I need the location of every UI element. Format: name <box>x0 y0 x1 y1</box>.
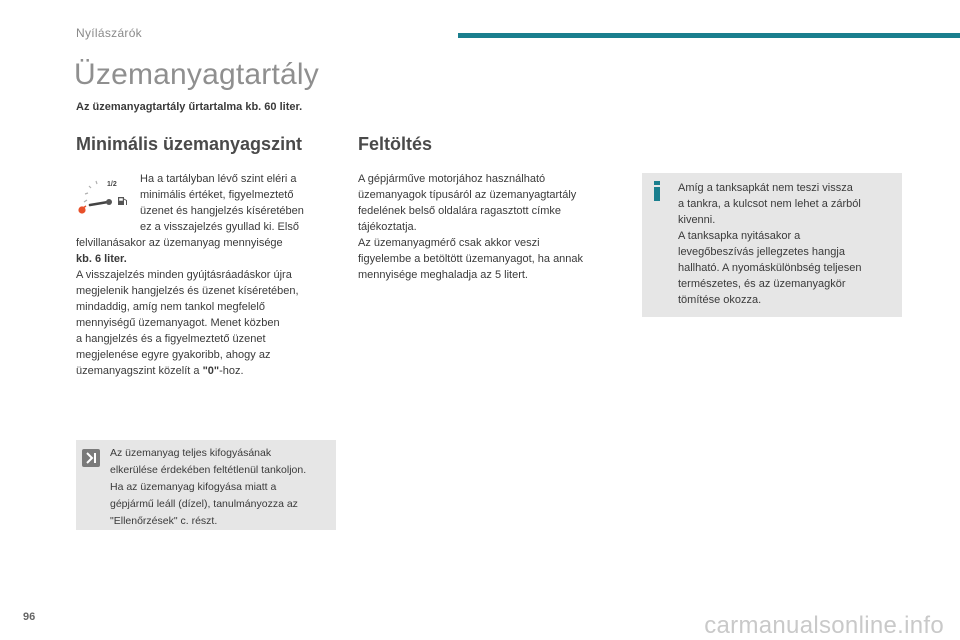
warning-line: elkerülése érdekében feltétlenül tankoljon. <box>110 464 307 476</box>
refuel-line: figyelembe a betöltött üzemanyagot, ha annak <box>358 253 584 265</box>
refuel-line: Az üzemanyagmérő csak akkor veszi <box>358 237 540 249</box>
warning-text <box>110 445 332 530</box>
refuel-line: üzemanyagok típusáról az üzemanyagtartály <box>358 189 577 201</box>
info-line: tömítése okozza. <box>678 294 762 306</box>
refuel-line: mennyisége meghaladja az 5 litert. <box>358 269 528 281</box>
body-last-line <box>76 363 336 379</box>
info-line: A tanksapka nyitásakor a <box>678 230 801 242</box>
last-line-start: üzemanyagszint közelít a <box>76 365 203 377</box>
refuel-body <box>358 171 618 283</box>
min-fuel-body <box>76 235 336 379</box>
body-bold-line: kb. 6 liter. <box>76 253 127 265</box>
body-line: a hangjelzés és a figyelmeztető üzenet <box>76 333 266 345</box>
info-box <box>642 173 902 317</box>
body-line: felvillanásakor az üzemanyag mennyisége <box>76 237 283 249</box>
last-line-end: -hoz. <box>219 365 244 377</box>
info-text <box>678 180 894 308</box>
intro-line: üzenet és hangjelzés kíséretében <box>140 205 304 217</box>
body-line: megjelenik hangjelzés és üzenet kíséretében, <box>76 285 299 297</box>
fuel-gauge-icon <box>76 172 132 216</box>
info-line: hallható. A nyomáskülönbség teljesen <box>678 262 862 274</box>
warning-box <box>76 440 336 530</box>
warning-line: Az üzemanyag teljes kifogyásának <box>110 447 272 459</box>
header-accent-bar <box>458 33 960 38</box>
fuel-pump-icon <box>118 197 127 205</box>
gauge-half-label: 1/2 <box>107 181 117 188</box>
warning-line: gépjármű leáll (dízel), tanulmányozza az <box>110 498 298 510</box>
watermark: carmanualsonline.info <box>704 612 944 639</box>
body-line: megjelenése egyre gyakoribb, ahogy az <box>76 349 271 361</box>
info-line: természetes, és az üzemanyagkör <box>678 278 846 290</box>
body-line: mennyiségű üzemanyagot. Menet közben <box>76 317 280 329</box>
warning-arrow-icon <box>82 449 100 467</box>
last-line-bold: "0" <box>202 365 220 377</box>
body-line: mindaddig, amíg nem tankol megfelelő <box>76 301 265 313</box>
min-fuel-intro <box>140 171 330 235</box>
warning-line: Ha az üzemanyag kifogyása miatt a <box>110 481 277 493</box>
section-label: Nyílászárók <box>76 26 142 40</box>
info-line: levegőbeszívás jellegzetes hangja <box>678 246 845 258</box>
tank-capacity-lead: Az üzemanyagtartály űrtartalma kb. 60 liter. <box>76 101 303 113</box>
warning-line: "Ellenőrzések" c. részt. <box>110 515 218 527</box>
intro-line: minimális értéket, figyelmeztető <box>140 189 294 201</box>
intro-line: ez a visszajelzés gyullad ki. Első <box>140 221 299 233</box>
info-line: Amíg a tanksapkát nem teszi vissza <box>678 182 853 194</box>
info-icon <box>653 181 661 201</box>
refuel-line: tájékoztatja. <box>358 221 417 233</box>
low-fuel-warning-light <box>78 206 85 213</box>
refuel-line: fedelének belső oldalára ragasztott címke <box>358 205 562 217</box>
refuel-heading: Feltöltés <box>358 134 433 154</box>
refuel-line: A gépjárműve motorjához használható <box>358 173 546 185</box>
min-fuel-heading: Minimális üzemanyagszint <box>76 134 303 154</box>
info-line: a tankra, a kulcsot nem lehet a zárból <box>678 198 861 210</box>
page-number: 96 <box>23 611 36 623</box>
info-line: kivenni. <box>678 214 716 226</box>
intro-line: Ha a tartályban lévő szint eléri a <box>140 173 297 185</box>
page-title: Üzemanyagtartály <box>74 58 319 91</box>
body-line: A visszajelzés minden gyújtásráadáskor újra <box>76 269 292 281</box>
